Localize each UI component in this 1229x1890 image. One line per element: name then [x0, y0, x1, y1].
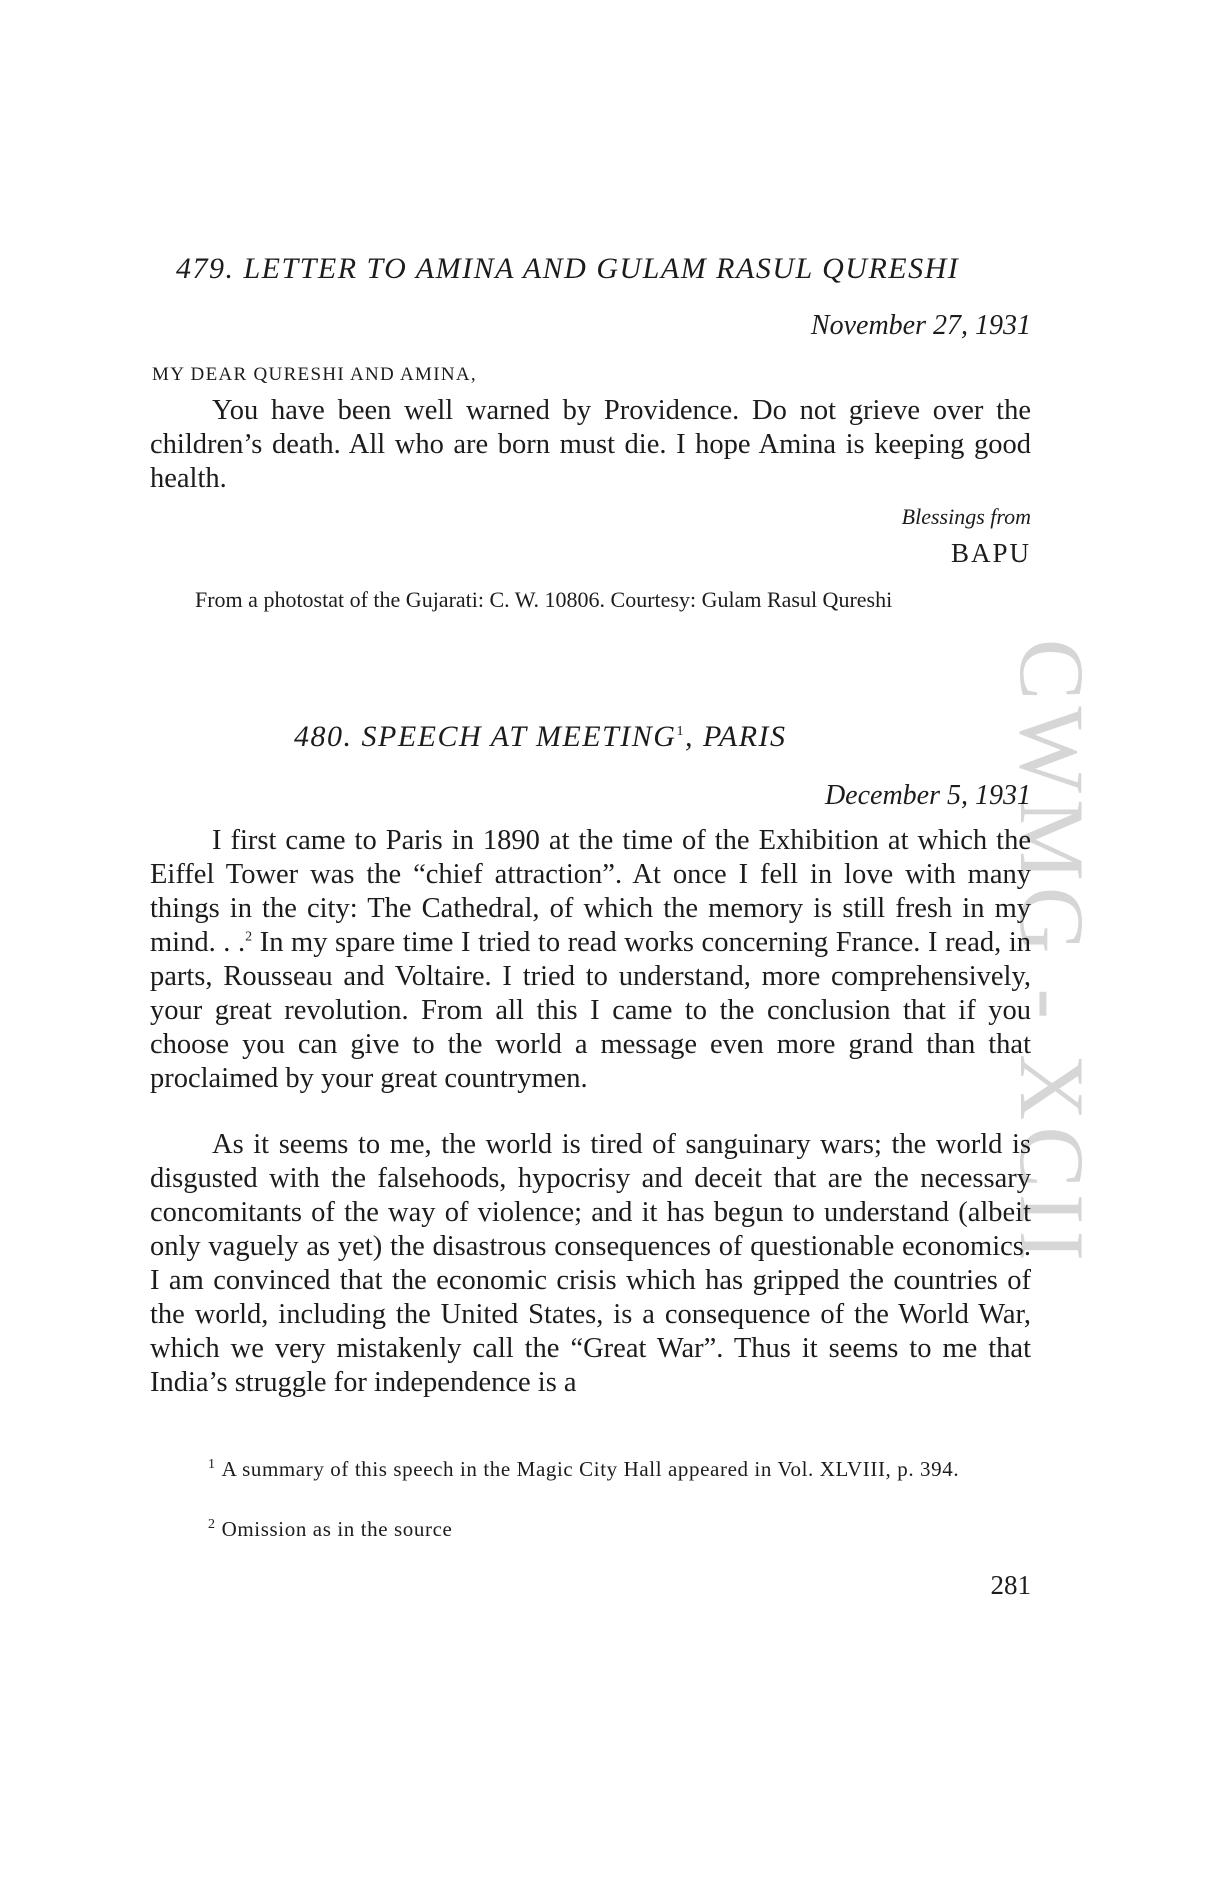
closing-label: Blessings from — [901, 504, 1031, 529]
letter-source-note: From a photostat of the Gujarati: C. W. 10806. Courtesy: Gulam Rasul Qureshi — [195, 587, 893, 612]
speech-heading-footnote-mark: 1 — [676, 724, 685, 739]
speech-heading-place: , PARIS — [684, 720, 787, 753]
speech-paragraph-2: As it seems to me, the world is tired of sanguinary wars; the world is disgusted with the falsehoods, hypocrisy and deceit that are the necessary concomitants of the way of violence; and it has begun to understand (albeit only vaguely as yet) the disastrous consequences of questionable economics. I am convinced that the economic crisis which has gripped the countries of the world, including the United States, is a consequence of the World War, which we very mistakenly call the “Great War”. Thus it seems to me that India’s struggle for independence is a — [150, 1129, 1031, 1398]
speech-heading — [294, 720, 787, 754]
footnote-1-mark: 1 — [208, 1457, 216, 1472]
footnote-2-mark: 2 — [208, 1517, 216, 1532]
footnote-1 — [150, 1454, 1031, 1484]
speech-paragraph-1 — [150, 824, 1031, 1096]
letter-sign-off — [902, 504, 1031, 569]
letter-heading: 479. LETTER TO AMINA AND GULAM RASUL QURESHI — [176, 252, 960, 285]
watermark-text: CWMG - XCII — [1001, 638, 1103, 1268]
speech-date: December 5, 1931 — [824, 780, 1031, 811]
footnote-2 — [150, 1514, 1031, 1544]
footnote-1-text: A summary of this speech in the Magic City Hall appeared in Vol. XLVIII, p. 394. — [221, 1457, 960, 1481]
letter-date: November 27, 1931 — [810, 310, 1031, 341]
speech-paragraph-1-part-b: In my spare time I tried to read works concerning France. I read, in parts, Rousseau and Voltaire. I tried to understand, more comprehensively, your great revolution. From all this I came to the conclusion that if you choose you can give to the world a message even more grand than that proclaimed by your great countrymen. — [150, 927, 1031, 1094]
speech-heading-text: 480. SPEECH AT MEETING — [294, 720, 677, 753]
letter-body: You have been well warned by Providence. Do not grieve over the children’s death. All who are born must die. I hope Amina is keeping good health. — [150, 395, 1031, 494]
speech-paragraph-1-part-a: I first came to Paris in 1890 at the time of the Exhibition at which the Eiffel Tower was the “chief attraction”. At once I fell in love with many things in the city: The Cathedral, of which the memory is still fresh in my mind. . . — [150, 825, 1031, 958]
letter-salutation: MY DEAR QURESHI AND AMINA, — [152, 364, 477, 385]
page-number: 281 — [990, 1570, 1031, 1600]
speech-paragraph-1-footnote-mark: 2 — [245, 929, 253, 945]
footnote-2-text: Omission as in the source — [221, 1517, 453, 1541]
closing-name: BAPU — [950, 538, 1031, 568]
